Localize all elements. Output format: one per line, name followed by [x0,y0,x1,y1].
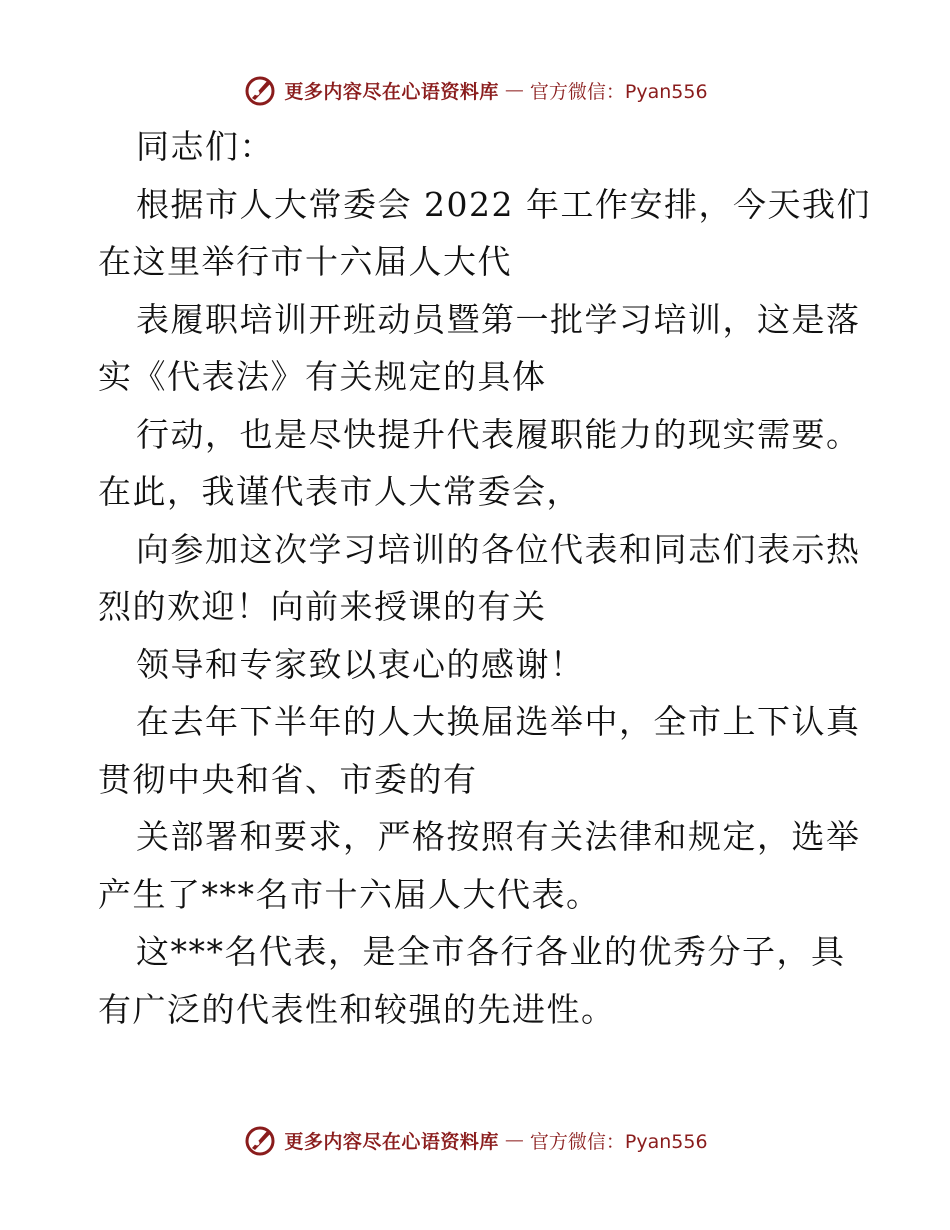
body-line: 根据市人大常委会 2022 年工作安排，今天我们 [136,184,871,224]
quill-circle-logo-icon [242,72,278,108]
body-line: 这***名代表，是全市各行各业的优秀分子，具 [136,932,846,971]
quill-circle-logo-icon [242,1122,278,1158]
body-line: 贯彻中央和省、市委的有 [98,759,478,799]
body-line: 烈的欢迎！向前来授课的有关 [98,587,547,626]
body-line: 在此，我谨代表市人大常委会， [98,472,581,511]
footer-banner-suffix: 官方微信：Pyan556 [529,1130,708,1153]
body-line: 有广泛的代表性和较强的先进性。 [98,989,616,1029]
header-banner-suffix: 官方微信：Pyan556 [529,80,708,103]
body-line: 实《代表法》有关规定的具体 [98,357,547,396]
document-body [98,118,871,1038]
body-line: 领导和专家致以衷心的感谢！ [136,644,585,684]
header-banner [0,70,950,110]
footer-banner-text: 更多内容尽在心语资料库 [284,1130,499,1153]
greeting-line: 同志们： [136,127,274,166]
header-banner-separator: — [504,79,524,101]
footer-banner [0,1120,950,1160]
header-banner-text: 更多内容尽在心语资料库 [284,80,499,103]
body-line: 表履职培训开班动员暨第一批学习培训，这是落 [136,299,861,339]
body-line: 行动，也是尽快提升代表履职能力的现实需要。 [136,414,861,454]
body-line: 在这里举行市十六届人大代 [98,242,512,281]
body-line: 向参加这次学习培训的各位代表和同志们表示热 [136,529,861,569]
body-line: 关部署和要求，严格按照有关法律和规定，选举 [136,817,861,856]
body-line: 产生了***名市十六届人大代表。 [98,874,601,914]
footer-banner-separator: — [504,1129,524,1151]
body-line: 在去年下半年的人大换届选举中，全市上下认真 [136,702,861,741]
